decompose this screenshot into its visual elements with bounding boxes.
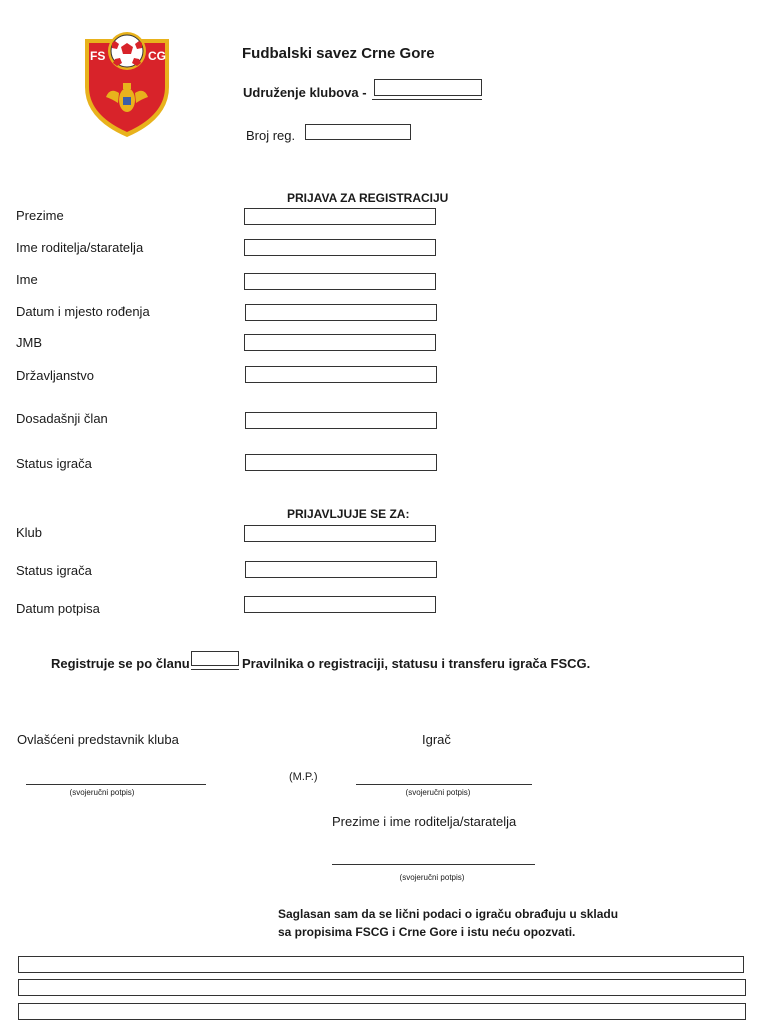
field-label-sign-date: Datum potpisa	[16, 601, 100, 616]
jmb-input[interactable]	[244, 334, 436, 351]
consent-text-line-2: sa propisima FSCG i Crne Gore i istu neću opozvati.	[278, 925, 576, 939]
field-label-club: Klub	[16, 525, 43, 540]
club-input[interactable]	[244, 525, 436, 542]
parent-name-input[interactable]	[244, 239, 436, 256]
bottom-input-1[interactable]	[18, 956, 744, 973]
field-label-parent-name: Ime roditelja/staratelja	[16, 240, 144, 255]
sign-date-input[interactable]	[244, 596, 436, 613]
club-rep-label: Ovlašćeni predstavnik kluba	[17, 732, 179, 747]
bottom-input-3[interactable]	[18, 1003, 746, 1020]
field-label-citizenship: Državljanstvo	[16, 368, 95, 383]
consent-text-line-1: Saglasan sam da se lični podaci o igraču obrađuju u skladu	[278, 907, 619, 921]
association-input[interactable]	[374, 79, 482, 96]
field-label-surname: Prezime	[16, 208, 64, 223]
bottom-input-2[interactable]	[18, 979, 746, 996]
previous-member-input[interactable]	[245, 412, 437, 429]
apply-for-heading: PRIJAVLJUJE SE ZA:	[287, 507, 410, 521]
citizenship-input[interactable]	[245, 366, 437, 383]
field-label-player-status: Status igrača	[16, 456, 92, 471]
reg-number-input[interactable]	[305, 124, 411, 140]
birth-input[interactable]	[245, 304, 437, 321]
parent-signature-caption: (svojeručni potpis)	[399, 873, 465, 882]
federation-name: Fudbalski savez Crne Gore	[242, 45, 435, 62]
surname-input[interactable]	[244, 208, 436, 225]
field-label-new-status: Status igrača	[16, 563, 92, 578]
player-signature-line[interactable]	[356, 784, 532, 785]
association-underline	[372, 99, 482, 100]
player-label: Igrač	[422, 732, 451, 747]
new-status-input[interactable]	[245, 561, 437, 578]
stamp-label: (M.P.)	[289, 771, 318, 783]
player-signature-caption: (svojeručni potpis)	[405, 788, 471, 797]
club-rep-signature-caption: (svojeručni potpis)	[69, 788, 135, 797]
field-label-jmb: JMB	[16, 335, 42, 350]
article-text-after: Pravilnika o registraciji, statusu i transferu igrača FSCG.	[242, 656, 591, 671]
article-number-input[interactable]	[191, 651, 239, 666]
reg-number-label: Broj reg.	[246, 128, 296, 143]
association-label: Udruženje klubova -	[243, 85, 367, 100]
field-label-previous-member: Dosadašnji član	[16, 411, 108, 426]
name-input[interactable]	[244, 273, 436, 290]
logo-text-right: CG	[148, 49, 166, 63]
parent-label: Prezime i ime roditelja/staratelja	[332, 814, 517, 829]
article-underline	[191, 669, 239, 670]
player-status-input[interactable]	[245, 454, 437, 471]
field-label-name: Ime	[16, 272, 38, 287]
field-label-birth: Datum i mjesto rođenja	[16, 304, 150, 319]
club-rep-signature-line[interactable]	[26, 784, 206, 785]
parent-signature-line[interactable]	[332, 864, 535, 865]
article-text-before: Registruje se po članu	[51, 656, 190, 671]
federation-logo	[82, 27, 172, 139]
registration-heading: PRIJAVA ZA REGISTRACIJU	[287, 191, 449, 205]
logo-text-left: FS	[90, 49, 106, 63]
